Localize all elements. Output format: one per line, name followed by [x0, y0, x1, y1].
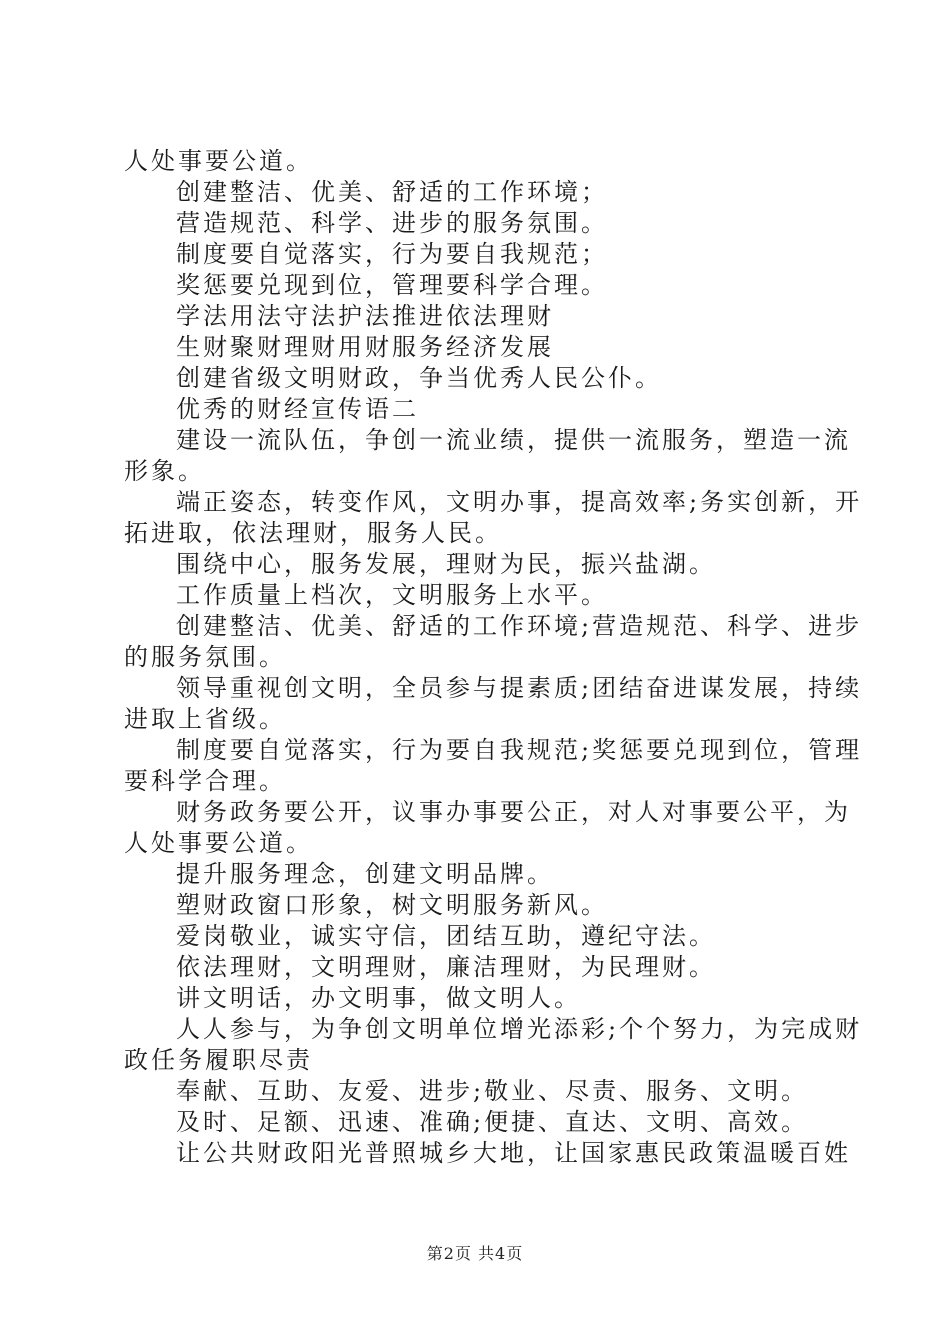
text-line: 人处事要公道。	[124, 829, 313, 857]
text-line: 围绕中心，服务发展，理财为民，振兴盐湖。	[176, 550, 716, 578]
text-line: 及时、足额、迅速、准确;便捷、直达、文明、高效。	[176, 1108, 809, 1136]
document-body	[124, 146, 863, 1169]
page-number-footer: 第2页 共4页	[426, 1244, 524, 1263]
text-line: 的服务氛围。	[124, 643, 286, 671]
text-line: 营造规范、科学、进步的服务氛围。	[176, 209, 608, 237]
text-line: 创建整洁、优美、舒适的工作环境；	[176, 178, 608, 206]
text-line: 政任务履职尽责	[124, 1046, 313, 1074]
text-line: 爱岗敬业，诚实守信，团结互助，遵纪守法。	[176, 922, 716, 950]
text-line: 生财聚财理财用财服务经济发展	[176, 333, 554, 361]
text-line: 建设一流队伍，争创一流业绩，提供一流服务，塑造一流	[176, 426, 851, 454]
text-line: 制度要自觉落实，行为要自我规范；	[176, 240, 608, 268]
text-line: 领导重视创文明，全员参与提素质;团结奋进谋发展，持续	[176, 674, 863, 702]
text-line: 进取上省级。	[124, 705, 286, 733]
text-line: 创建整洁、优美、舒适的工作环境;营造规范、科学、进步	[176, 612, 863, 640]
text-line: 提升服务理念，创建文明品牌。	[176, 860, 554, 888]
text-line: 财务政务要公开，议事办事要公正，对人对事要公平，为	[176, 798, 851, 826]
text-line: 优秀的财经宣传语二	[176, 395, 419, 423]
text-line: 人人参与，为争创文明单位增光添彩;个个努力，为完成财	[176, 1015, 863, 1043]
text-line: 讲文明话，办文明事，做文明人。	[176, 984, 581, 1012]
text-line: 制度要自觉落实，行为要自我规范;奖惩要兑现到位，管理	[176, 736, 863, 764]
text-line: 依法理财，文明理财，廉洁理财，为民理财。	[176, 953, 716, 981]
text-line: 学法用法守法护法推进依法理财	[176, 302, 554, 330]
text-line: 要科学合理。	[124, 767, 286, 795]
text-line: 奉献、互助、友爱、进步;敬业、尽责、服务、文明。	[176, 1077, 809, 1105]
text-line: 工作质量上档次，文明服务上水平。	[176, 581, 608, 609]
text-line: 人处事要公道。	[124, 147, 313, 175]
text-line: 拓进取，依法理财，服务人民。	[124, 519, 502, 547]
text-line: 端正姿态，转变作风，文明办事，提高效率;务实创新，开	[176, 488, 863, 516]
text-line: 让公共财政阳光普照城乡大地，让国家惠民政策温暖百姓	[176, 1139, 851, 1167]
text-line: 创建省级文明财政，争当优秀人民公仆。	[176, 364, 662, 392]
text-line: 塑财政窗口形象，树文明服务新风。	[176, 891, 608, 919]
text-line: 形象。	[124, 457, 205, 485]
text-line: 奖惩要兑现到位，管理要科学合理。	[176, 271, 608, 299]
